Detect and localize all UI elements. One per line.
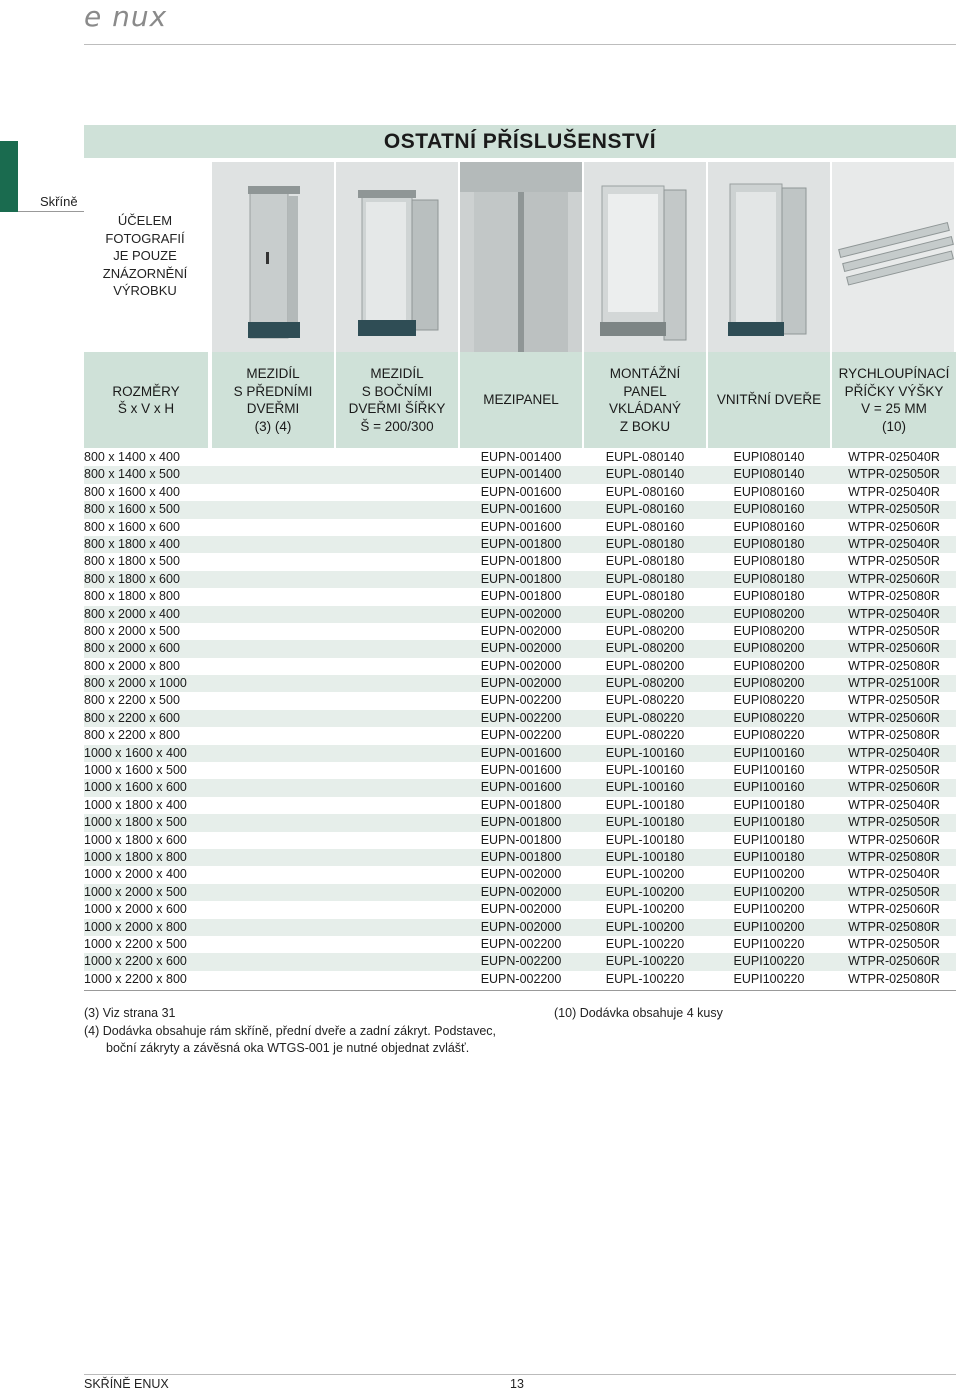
dimensions-cell: 800 x 1600 x 500: [84, 502, 180, 517]
rails-cell: WTPR-025040R: [848, 484, 940, 499]
mounting-panel-cell: EUPL-100200: [605, 919, 685, 934]
table-row: [84, 866, 956, 883]
mezipanel-cell: EUPN-001600: [480, 484, 562, 499]
table-bottom-rule: [84, 990, 956, 991]
table-row: [84, 675, 956, 692]
inner-door-cell: EUPI080180: [733, 589, 805, 604]
inner-door-cell: EUPI100160: [733, 763, 805, 778]
inner-door-cell: EUPI100220: [733, 936, 805, 951]
mounting-panel-cell: EUPL-080180: [605, 554, 685, 569]
inner-door-cell: EUPI100200: [733, 919, 805, 934]
mezipanel-cell: EUPN-002200: [480, 954, 562, 969]
inner-door-cell: EUPI100160: [733, 780, 805, 795]
table-row: [84, 484, 956, 501]
dimensions-cell: 800 x 2000 x 800: [84, 658, 180, 673]
table-row: [84, 727, 956, 744]
dimensions-cell: 1000 x 1800 x 400: [84, 797, 187, 812]
table-row: [84, 692, 956, 709]
inner-door-cell: EUPI100160: [733, 745, 805, 760]
inner-door-cell: EUPI080220: [733, 728, 805, 743]
rails-cell: WTPR-025060R: [848, 902, 940, 917]
dimensions-cell: 800 x 1600 x 400: [84, 484, 180, 499]
mounting-panel-cell: EUPL-080220: [605, 693, 685, 708]
column-header-front-door-partition: MEZIDÍL S PŘEDNÍMI DVEŘMI (3) (4): [212, 352, 334, 448]
mounting-panel-cell: EUPL-080160: [605, 484, 685, 499]
mezipanel-cell: EUPN-001800: [480, 589, 562, 604]
mounting-panel-cell: EUPL-080220: [605, 710, 685, 725]
rails-cell: WTPR-025050R: [848, 936, 940, 951]
mezipanel-cell: EUPN-001600: [480, 502, 562, 517]
mounting-panel-cell: EUPL-080140: [605, 450, 685, 464]
mezipanel-cell: EUPN-001800: [480, 815, 562, 830]
mounting-panel-cell: EUPL-080200: [605, 623, 685, 638]
rails-cell: WTPR-025050R: [848, 884, 940, 899]
mounting-panel-cell: EUPL-100180: [605, 849, 685, 864]
table-row: [84, 501, 956, 518]
rails-cell: WTPR-025060R: [848, 954, 940, 969]
table-row: [84, 745, 956, 762]
inner-door-cell: EUPI100220: [733, 954, 805, 969]
rails-cell: WTPR-025060R: [848, 519, 940, 534]
mounting-panel-cell: EUPL-080180: [605, 589, 685, 604]
dimensions-cell: 800 x 2200 x 600: [84, 710, 180, 725]
dimensions-cell: 1000 x 2000 x 800: [84, 919, 187, 934]
footnote-4-continued: boční zákryty a závěsná oka WTGS-001 je nutné objednat zvlášť.: [106, 1041, 470, 1055]
mounting-panel-cell: EUPL-080200: [605, 606, 685, 621]
rails-cell: WTPR-025040R: [848, 450, 940, 464]
inner-door-cell: EUPI080180: [733, 536, 805, 551]
dimensions-cell: 1000 x 2200 x 800: [84, 971, 187, 986]
mounting-panel-cell: EUPL-100220: [605, 954, 685, 969]
rails-cell: WTPR-025080R: [848, 849, 940, 864]
rails-cell: WTPR-025050R: [848, 623, 940, 638]
cabinet-open-side-door-photo: [336, 162, 458, 352]
footnote-10: (10) Dodávka obsahuje 4 kusy: [554, 1006, 723, 1020]
mezipanel-cell: EUPN-001600: [480, 745, 562, 760]
photo-note-line: FOTOGRAFIÍ: [105, 230, 185, 246]
dimensions-cell: 800 x 2000 x 1000: [84, 676, 187, 691]
dimensions-cell: 800 x 2000 x 500: [84, 623, 180, 638]
inner-door-cell: EUPI100200: [733, 902, 805, 917]
rails-cell: WTPR-025040R: [848, 606, 940, 621]
table-row: [84, 519, 956, 536]
mezipanel-cell: EUPN-001800: [480, 797, 562, 812]
mezipanel-cell: EUPN-002000: [480, 867, 562, 882]
column-header-mezipanel: MEZIPANEL: [460, 352, 582, 448]
column-header-dimensions: ROZMĚRY Š x V x H: [84, 352, 208, 448]
inner-door-cell: EUPI080180: [733, 554, 805, 569]
table-row: [84, 466, 956, 483]
mezipanel-cell: EUPN-002200: [480, 693, 562, 708]
rails-cell: WTPR-025040R: [848, 745, 940, 760]
table-row: [84, 623, 956, 640]
mounting-panel-cell: EUPL-080180: [605, 536, 685, 551]
mounting-panel-cell: EUPL-100200: [605, 902, 685, 917]
dimensions-cell: 1000 x 2200 x 500: [84, 936, 187, 951]
table-row: [84, 779, 956, 796]
mezipanel-cell: EUPN-001600: [480, 780, 562, 795]
mounting-panel-cell: EUPL-080200: [605, 641, 685, 656]
mezipanel-cell: EUPN-002000: [480, 641, 562, 656]
dimensions-cell: 800 x 2200 x 800: [84, 728, 180, 743]
mezipanel-cell: EUPN-002200: [480, 710, 562, 725]
rails-cell: WTPR-025040R: [848, 797, 940, 812]
inner-door-cell: EUPI080140: [733, 450, 805, 464]
mezipanel-cell: EUPN-002000: [480, 658, 562, 673]
dimensions-cell: 1000 x 2000 x 500: [84, 884, 187, 899]
column-header-inner-door: VNITŘNÍ DVEŘE: [708, 352, 830, 448]
rails-cell: WTPR-025050R: [848, 554, 940, 569]
dimensions-cell: 800 x 1400 x 400: [84, 450, 180, 464]
rails-cell: WTPR-025080R: [848, 919, 940, 934]
dimensions-cell: 1000 x 2000 x 400: [84, 867, 187, 882]
inner-door-cell: EUPI100200: [733, 867, 805, 882]
table-row: [84, 797, 956, 814]
rails-cell: WTPR-025050R: [848, 502, 940, 517]
header-divider: [84, 44, 956, 45]
inner-door-cell: EUPI100200: [733, 884, 805, 899]
section-label: Skříně: [40, 194, 78, 209]
mezipanel-cell: EUPN-002000: [480, 902, 562, 917]
dimensions-cell: 800 x 2000 x 400: [84, 606, 180, 621]
mounting-panel-cell: EUPL-100200: [605, 884, 685, 899]
page-number: 13: [510, 1377, 524, 1391]
mezipanel-cell: EUPN-002200: [480, 971, 562, 986]
column-header-side-door-partition: MEZIDÍL S BOČNÍMI DVEŘMI ŠÍŘKY Š = 200/300: [336, 352, 458, 448]
photo-note-line: ÚČELEM: [117, 213, 173, 228]
mezipanel-cell: EUPN-001800: [480, 571, 562, 586]
inner-door-cell: EUPI080200: [733, 641, 805, 656]
table-row: [84, 588, 956, 605]
mezipanel-cell: EUPN-002200: [480, 728, 562, 743]
table-row: [84, 606, 956, 623]
dimensions-cell: 1000 x 2000 x 600: [84, 902, 187, 917]
table-row: [84, 710, 956, 727]
mounting-panel-cell: EUPL-080220: [605, 728, 685, 743]
inner-door-cell: EUPI100220: [733, 971, 805, 986]
footnote-3: (3) Viz strana 31: [84, 1006, 176, 1020]
page-title: OSTATNÍ PŘÍSLUŠENSTVÍ: [383, 129, 657, 153]
dimensions-cell: 1000 x 2200 x 600: [84, 954, 187, 969]
mounting-panel-cell: EUPL-080180: [605, 571, 685, 586]
table-row: [84, 849, 956, 866]
mezipanel-cell: EUPN-002000: [480, 884, 562, 899]
table-row: [84, 571, 956, 588]
table-row: [84, 814, 956, 831]
accessories-table: [84, 449, 956, 988]
dimensions-cell: 800 x 1800 x 800: [84, 589, 180, 604]
table-row: [84, 553, 956, 570]
rails-cell: WTPR-025080R: [848, 728, 940, 743]
mezipanel-cell: EUPN-001800: [480, 536, 562, 551]
footer-divider: [84, 1374, 956, 1375]
dimensions-cell: 1000 x 1800 x 800: [84, 849, 187, 864]
dimensions-cell: 1000 x 1800 x 500: [84, 815, 187, 830]
mounting-panel-photo: [584, 162, 706, 352]
table-row: [84, 971, 956, 988]
dimensions-cell: 800 x 1400 x 500: [84, 467, 180, 482]
inner-door-cell: EUPI080220: [733, 693, 805, 708]
mezipanel-cell: EUPN-001600: [480, 519, 562, 534]
mezipanel-cell: EUPN-001800: [480, 849, 562, 864]
table-row: [84, 640, 956, 657]
mounting-panel-cell: EUPL-100220: [605, 936, 685, 951]
enux-logo: e nux: [84, 0, 168, 33]
table-row: [84, 884, 956, 901]
rails-cell: WTPR-025100R: [848, 676, 940, 691]
column-header-rails: RYCHLOUPÍNACÍ PŘÍČKY VÝŠKY V = 25 MM (10): [832, 352, 956, 448]
photo-note-line: VÝROBKU: [113, 283, 177, 298]
section-divider: [18, 211, 84, 212]
table-row: [84, 832, 956, 849]
mounting-panel-cell: EUPL-100180: [605, 815, 685, 830]
inner-door-cell: EUPI080160: [733, 519, 805, 534]
mezipanel-cell: EUPN-001800: [480, 832, 562, 847]
mezipanel-cell: EUPN-001600: [480, 763, 562, 778]
mezipanel-cell: EUPN-001800: [480, 554, 562, 569]
rails-cell: WTPR-025050R: [848, 815, 940, 830]
column-header-mounting-panel: MONTÁŽNÍ PANEL VKLÁDANÝ Z BOKU: [584, 352, 706, 448]
inner-door-cell: EUPI100180: [733, 797, 805, 812]
photo-note-line: JE POUZE: [113, 248, 177, 263]
footer-title: SKŘÍNĚ ENUX: [84, 1377, 169, 1391]
mounting-panel-cell: EUPL-100200: [605, 867, 685, 882]
rails-cell: WTPR-025050R: [848, 467, 940, 482]
mounting-panel-cell: EUPL-100160: [605, 780, 685, 795]
mezipanel-cell: EUPN-001400: [480, 467, 562, 482]
mezipanel-cell: EUPN-002000: [480, 676, 562, 691]
inner-door-cell: EUPI080200: [733, 606, 805, 621]
table-row: [84, 901, 956, 918]
rails-cell: WTPR-025060R: [848, 641, 940, 656]
dimensions-cell: 1000 x 1600 x 500: [84, 763, 187, 778]
rails-cell: WTPR-025040R: [848, 867, 940, 882]
mounting-panel-cell: EUPL-080140: [605, 467, 685, 482]
inner-door-cell: EUPI080160: [733, 484, 805, 499]
mounting-panel-cell: EUPL-100180: [605, 832, 685, 847]
mezipanel-cell: EUPN-002200: [480, 936, 562, 951]
rails-cell: WTPR-025060R: [848, 780, 940, 795]
dimensions-cell: 800 x 1800 x 400: [84, 536, 180, 551]
table-row: [84, 936, 956, 953]
mounting-panel-cell: EUPL-080160: [605, 502, 685, 517]
mounting-panel-cell: EUPL-080200: [605, 676, 685, 691]
rails-cell: WTPR-025050R: [848, 763, 940, 778]
inner-door-cell: EUPI080140: [733, 467, 805, 482]
rails-cell: WTPR-025060R: [848, 832, 940, 847]
section-marker: [0, 141, 18, 212]
table-row: [84, 449, 956, 466]
rails-photo: [832, 162, 954, 352]
inner-door-cell: EUPI100180: [733, 849, 805, 864]
table-row: [84, 762, 956, 779]
inner-door-cell: EUPI100180: [733, 832, 805, 847]
inner-door-cell: EUPI080200: [733, 676, 805, 691]
dimensions-cell: 800 x 1800 x 600: [84, 571, 180, 586]
inner-door-cell: EUPI080200: [733, 658, 805, 673]
mounting-panel-cell: EUPL-100180: [605, 797, 685, 812]
table-row: [84, 658, 956, 675]
rails-cell: WTPR-025040R: [848, 536, 940, 551]
inner-door-photo: [708, 162, 830, 352]
table-row: [84, 536, 956, 553]
title-bar: [84, 125, 956, 158]
dimensions-cell: 800 x 1800 x 500: [84, 554, 180, 569]
mezipanel-cell: EUPN-002000: [480, 919, 562, 934]
cabinet-side-door-photo: [212, 162, 334, 352]
rails-cell: WTPR-025060R: [848, 710, 940, 725]
table-row: [84, 919, 956, 936]
rails-cell: WTPR-025080R: [848, 589, 940, 604]
dimensions-cell: 1000 x 1800 x 600: [84, 832, 187, 847]
mounting-panel-cell: EUPL-080160: [605, 519, 685, 534]
rails-cell: WTPR-025050R: [848, 693, 940, 708]
footnote-4: (4) Dodávka obsahuje rám skříně, přední dveře a zadní zákryt. Podstavec,: [84, 1024, 497, 1038]
inner-door-cell: EUPI080180: [733, 571, 805, 586]
table-row: [84, 953, 956, 970]
mezipanel-photo: [460, 162, 582, 352]
mezipanel-cell: EUPN-002000: [480, 606, 562, 621]
rails-cell: WTPR-025080R: [848, 658, 940, 673]
mounting-panel-cell: EUPL-100160: [605, 745, 685, 760]
inner-door-cell: EUPI080220: [733, 710, 805, 725]
rails-cell: WTPR-025080R: [848, 971, 940, 986]
dimensions-cell: 1000 x 1600 x 600: [84, 780, 187, 795]
mezipanel-cell: EUPN-002000: [480, 623, 562, 638]
mounting-panel-cell: EUPL-080200: [605, 658, 685, 673]
dimensions-cell: 800 x 1600 x 600: [84, 519, 180, 534]
dimensions-cell: 1000 x 1600 x 400: [84, 745, 187, 760]
mounting-panel-cell: EUPL-100220: [605, 971, 685, 986]
mezipanel-cell: EUPN-001400: [480, 450, 562, 464]
photo-disclaimer: [84, 212, 206, 300]
inner-door-cell: EUPI080200: [733, 623, 805, 638]
mounting-panel-cell: EUPL-100160: [605, 763, 685, 778]
dimensions-cell: 800 x 2000 x 600: [84, 641, 180, 656]
inner-door-cell: EUPI080160: [733, 502, 805, 517]
inner-door-cell: EUPI100180: [733, 815, 805, 830]
rails-cell: WTPR-025060R: [848, 571, 940, 586]
dimensions-cell: 800 x 2200 x 500: [84, 693, 180, 708]
photo-note-line: ZNÁZORNĚNÍ: [102, 265, 188, 281]
